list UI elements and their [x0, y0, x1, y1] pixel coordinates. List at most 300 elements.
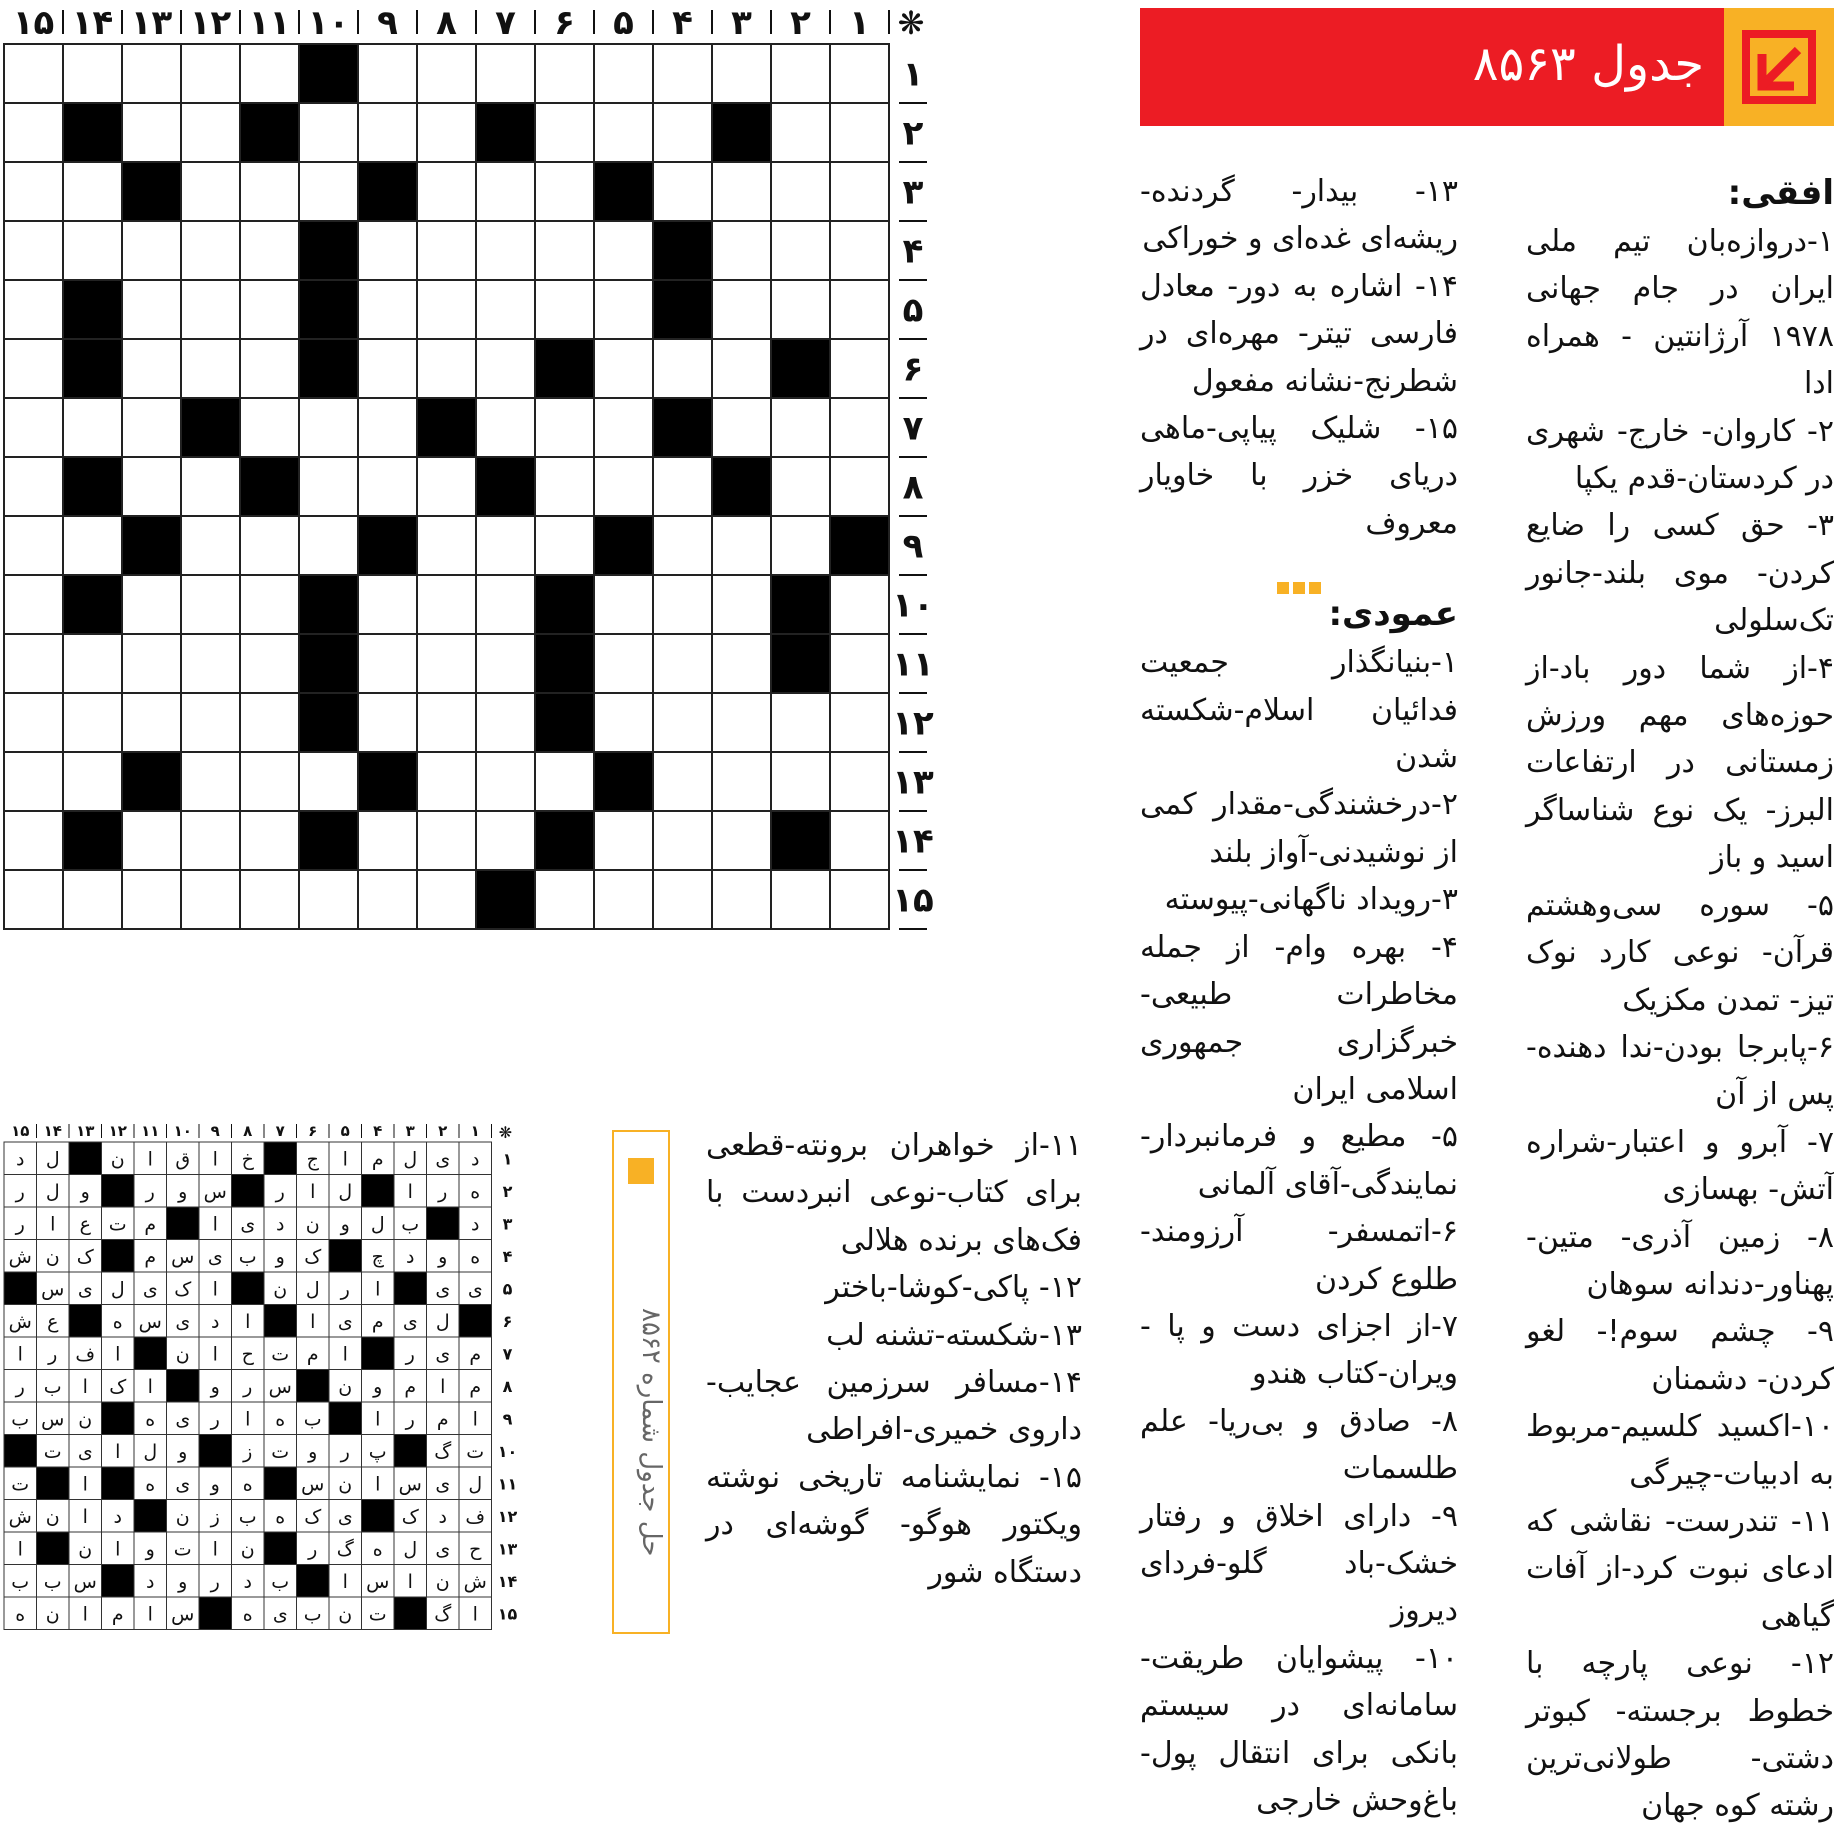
grid-cell-black [594, 516, 653, 575]
solution-letter: ز [243, 1440, 253, 1463]
grid-cell[interactable] [594, 44, 653, 103]
grid-cell[interactable] [4, 457, 63, 516]
grid-cell[interactable] [535, 457, 594, 516]
grid-cell[interactable] [535, 162, 594, 221]
grid-cell[interactable] [122, 103, 181, 162]
solution-letter: و [145, 1538, 155, 1561]
grid-cell[interactable] [417, 516, 476, 575]
grid-cell[interactable] [63, 221, 122, 280]
solution-letter: ا [82, 1603, 88, 1626]
grid-cell[interactable] [63, 162, 122, 221]
solution-letter: ش [8, 1505, 32, 1528]
grid-cell[interactable] [4, 103, 63, 162]
grid-cell[interactable] [417, 870, 476, 929]
grid-cell[interactable] [358, 280, 417, 339]
grid-cell[interactable] [358, 339, 417, 398]
grid-cell[interactable] [476, 752, 535, 811]
down-clue: ۶-اتمسفر- آرزومند- طلوع کردن [1140, 1214, 1458, 1297]
solution-col-number: ۹ [210, 1122, 220, 1140]
solution-letter: س [301, 1473, 325, 1496]
grid-cell[interactable] [417, 752, 476, 811]
solution-cell-black [102, 1240, 135, 1273]
solution-col-number: ۶ [308, 1122, 318, 1140]
grid-cell[interactable] [181, 634, 240, 693]
grid-cell-black [653, 398, 712, 457]
grid-cell[interactable] [771, 752, 830, 811]
solution-col-number: ۱۵ [11, 1122, 30, 1140]
grid-cell[interactable] [830, 398, 889, 457]
down-clue: ۸- صادق و بی‌ریا- علم طلسمات [1140, 1403, 1458, 1487]
grid-cell[interactable] [712, 221, 771, 280]
solution-cell-black [167, 1207, 200, 1240]
solution-letter: ح [469, 1538, 482, 1561]
grid-cell[interactable] [594, 398, 653, 457]
down-clue: ۷-از اجزای دست و پا - ویران-کتاب هندو [1140, 1308, 1458, 1392]
grid-cell[interactable] [240, 693, 299, 752]
grid-cell[interactable] [830, 752, 889, 811]
solution-letter: ر [340, 1440, 350, 1463]
grid-cell[interactable] [63, 870, 122, 929]
grid-cell[interactable] [830, 693, 889, 752]
grid-cell[interactable] [771, 516, 830, 575]
grid-cell-black [299, 693, 358, 752]
grid-cell[interactable] [653, 693, 712, 752]
grid-cell[interactable] [4, 811, 63, 870]
solution-letter: ل [45, 1180, 60, 1203]
grid-cell[interactable] [653, 339, 712, 398]
puzzle-title: جدول ۸۵۶۳ [1472, 36, 1704, 92]
grid-cell[interactable] [712, 44, 771, 103]
grid-cell[interactable] [240, 811, 299, 870]
corner-symbol: ❋ [897, 4, 925, 42]
grid-cell[interactable] [4, 339, 63, 398]
grid-cell[interactable] [476, 280, 535, 339]
grid-cell[interactable] [299, 162, 358, 221]
grid-cell[interactable] [594, 280, 653, 339]
solution-cell-black [102, 1565, 135, 1598]
grid-cell[interactable] [122, 44, 181, 103]
solution-letter: ا [17, 1538, 23, 1561]
grid-cell[interactable] [830, 870, 889, 929]
grid-cell[interactable] [4, 398, 63, 457]
grid-cell[interactable] [830, 103, 889, 162]
grid-cell[interactable] [712, 280, 771, 339]
grid-cell[interactable] [181, 339, 240, 398]
grid-cell[interactable] [240, 752, 299, 811]
grid-cell[interactable] [122, 221, 181, 280]
grid-cell[interactable] [653, 516, 712, 575]
grid-cell[interactable] [653, 575, 712, 634]
grid-cell[interactable] [4, 516, 63, 575]
grid-cell[interactable] [653, 870, 712, 929]
grid-cell[interactable] [417, 44, 476, 103]
solution-row-number: ۱۴ [497, 1571, 518, 1591]
solution-letter: ن [273, 1278, 288, 1301]
solution-col-number: ۱۰ [173, 1122, 192, 1140]
solution-letter: ک [174, 1278, 192, 1301]
grid-cell[interactable] [594, 575, 653, 634]
solution-cell-black [69, 1142, 102, 1175]
solution-letter: ا [245, 1408, 251, 1431]
solution-letter: ق [175, 1148, 191, 1171]
solution-row-number: ۵ [502, 1279, 513, 1299]
solution-row-number: ۲ [502, 1181, 513, 1201]
grid-cell[interactable] [122, 457, 181, 516]
grid-cell[interactable] [830, 634, 889, 693]
grid-cell[interactable] [771, 280, 830, 339]
down-clue: ۱-بنیانگذار جمعیت فدائیان اسلام-شکسته شدن [1140, 645, 1458, 776]
grid-cell-black [358, 516, 417, 575]
solution-letter: ه [372, 1538, 383, 1561]
grid-cell[interactable] [181, 457, 240, 516]
solution-row-number: ۱۰ [497, 1441, 518, 1461]
grid-cell[interactable] [653, 457, 712, 516]
grid-cell-black [712, 457, 771, 516]
solution-col-number: ۱۱ [141, 1122, 160, 1140]
grid-cell[interactable] [535, 44, 594, 103]
solution-letter: ا [472, 1603, 478, 1626]
solution-letter: د [211, 1310, 220, 1333]
solution-letter: ی [435, 1538, 451, 1561]
solution-letter: م [144, 1213, 157, 1236]
grid-cell[interactable] [358, 221, 417, 280]
grid-cell[interactable] [4, 221, 63, 280]
grid-cell[interactable] [712, 398, 771, 457]
grid-cell[interactable] [535, 103, 594, 162]
grid-cell[interactable] [417, 280, 476, 339]
grid-cell[interactable] [240, 575, 299, 634]
grid-cell[interactable] [4, 870, 63, 929]
grid-cell[interactable] [417, 457, 476, 516]
solution-cell-black [102, 1402, 135, 1435]
grid-cell[interactable] [771, 44, 830, 103]
grid-cell[interactable] [712, 811, 771, 870]
solution-letter: م [371, 1310, 384, 1333]
solution-letter: ا [212, 1538, 218, 1561]
solution-letter: ل [338, 1180, 353, 1203]
down-clue: ۱۵- نمایشنامه تاریخی نوشته ویکتور هوگو- گوشه‌ای در دستگاه شور [706, 1459, 1082, 1590]
grid-cell[interactable] [712, 870, 771, 929]
grid-cell[interactable] [181, 103, 240, 162]
grid-cell[interactable] [653, 634, 712, 693]
grid-cell[interactable] [122, 693, 181, 752]
grid-cell[interactable] [594, 221, 653, 280]
grid-cell[interactable] [771, 870, 830, 929]
grid-cell[interactable] [830, 162, 889, 221]
row-number: ۱ [902, 54, 924, 95]
grid-cell[interactable] [476, 162, 535, 221]
across-clue: ۵- سوره سی‌وهشتم قرآن- نوعی کارد نوک تیز- تمدن مکزیک [1526, 887, 1834, 1018]
grid-cell[interactable] [181, 280, 240, 339]
grid-cell[interactable] [181, 870, 240, 929]
grid-cell[interactable] [4, 752, 63, 811]
grid-cell[interactable] [63, 44, 122, 103]
grid-cell[interactable] [417, 575, 476, 634]
grid-cell[interactable] [4, 634, 63, 693]
grid-cell[interactable] [417, 162, 476, 221]
grid-cell[interactable] [63, 693, 122, 752]
grid-cell[interactable] [771, 221, 830, 280]
solution-letter: م [111, 1603, 124, 1626]
grid-cell[interactable] [594, 870, 653, 929]
grid-cell[interactable] [240, 44, 299, 103]
grid-cell[interactable] [181, 575, 240, 634]
grid-cell[interactable] [712, 634, 771, 693]
grid-cell[interactable] [122, 811, 181, 870]
row-number: ۱۳ [892, 762, 934, 803]
grid-cell[interactable] [4, 575, 63, 634]
grid-cell[interactable] [830, 221, 889, 280]
solution-cell-black [199, 1435, 232, 1468]
grid-cell[interactable] [712, 752, 771, 811]
grid-cell[interactable] [712, 339, 771, 398]
grid-cell[interactable] [63, 752, 122, 811]
solution-letter: ا [342, 1570, 348, 1593]
grid-cell[interactable] [240, 634, 299, 693]
grid-cell[interactable] [4, 162, 63, 221]
grid-cell-black [122, 516, 181, 575]
grid-cell[interactable] [417, 634, 476, 693]
solution-letter: ر [15, 1180, 25, 1203]
solution-letter: ر [15, 1375, 25, 1398]
grid-cell[interactable] [417, 103, 476, 162]
row-number: ۹ [902, 526, 924, 567]
solution-letter: ا [147, 1148, 153, 1171]
solution-letter: ت [108, 1213, 127, 1236]
grid-cell[interactable] [181, 752, 240, 811]
grid-cell[interactable] [122, 575, 181, 634]
grid-cell[interactable] [299, 398, 358, 457]
grid-cell[interactable] [358, 634, 417, 693]
solution-letter: ر [15, 1213, 25, 1236]
grid-cell[interactable] [712, 162, 771, 221]
solution-letter: ا [407, 1180, 413, 1203]
down-clue: ۹- دارای اخلاق و رفتار خشک-باد گلو-فردای دیروز [1140, 1498, 1458, 1629]
solution-letter: ر [340, 1278, 350, 1301]
grid-cell-black [299, 280, 358, 339]
grid-cell[interactable] [535, 752, 594, 811]
grid-cell[interactable] [535, 280, 594, 339]
solution-letter: ب [303, 1603, 322, 1626]
solution-letter: ی [77, 1278, 93, 1301]
grid-cell-black [771, 575, 830, 634]
grid-cell[interactable] [181, 516, 240, 575]
grid-cell-black [63, 575, 122, 634]
grid-cell[interactable] [417, 693, 476, 752]
solution-letter: پ [368, 1440, 387, 1463]
solution-letter: ی [435, 1148, 451, 1171]
grid-cell[interactable] [653, 811, 712, 870]
solution-letter: ج [306, 1148, 319, 1171]
solution-letter: ه [242, 1473, 253, 1496]
grid-cell[interactable] [299, 870, 358, 929]
grid-cell[interactable] [4, 693, 63, 752]
grid-cell[interactable] [181, 693, 240, 752]
grid-cell[interactable] [476, 516, 535, 575]
grid-cell[interactable] [358, 457, 417, 516]
grid-cell[interactable] [240, 162, 299, 221]
across-clue: ۳- حق کسی را ضایع کردن- موی بلند-جانور تک‌سلولی [1526, 508, 1834, 639]
grid-cell[interactable] [358, 870, 417, 929]
grid-cell[interactable] [535, 516, 594, 575]
grid-cell[interactable] [594, 339, 653, 398]
grid-cell[interactable] [240, 280, 299, 339]
across-clue: ۸- زمین آذری- متین- پهناور-دندانه سوهان [1526, 1219, 1834, 1302]
grid-cell-black [535, 811, 594, 870]
grid-cell[interactable] [122, 339, 181, 398]
grid-cell[interactable] [181, 811, 240, 870]
grid-cell[interactable] [240, 516, 299, 575]
solution-cell-black [297, 1370, 330, 1403]
solution-letter: ی [337, 1310, 353, 1333]
solution-cell-black [297, 1565, 330, 1598]
grid-cell[interactable] [653, 162, 712, 221]
solution-cell-black [459, 1305, 492, 1338]
solution-letter: ی [435, 1473, 451, 1496]
solution-cell-black [199, 1597, 232, 1630]
grid-cell[interactable] [417, 339, 476, 398]
grid-cell[interactable] [712, 575, 771, 634]
solution-grid [0, 1120, 580, 1640]
grid-cell-black [299, 339, 358, 398]
grid-cell[interactable] [358, 398, 417, 457]
grid-cell[interactable] [771, 693, 830, 752]
grid-cell[interactable] [476, 693, 535, 752]
grid-cell[interactable] [830, 339, 889, 398]
grid-cell[interactable] [830, 457, 889, 516]
grid-cell[interactable] [771, 398, 830, 457]
grid-cell[interactable] [358, 811, 417, 870]
solution-letter: ز [210, 1505, 220, 1528]
grid-cell[interactable] [417, 811, 476, 870]
solution-letter: ی [207, 1245, 223, 1268]
solution-letter: ن [45, 1603, 60, 1626]
solution-cell-black [102, 1175, 135, 1208]
grid-cell[interactable] [712, 693, 771, 752]
grid-cell[interactable] [535, 870, 594, 929]
across-clue: ۱-دروازه‌بان تیم ملی ایران در جام جهانی ۱۹۷۸ آرژانتین - همراه ادا [1526, 224, 1834, 402]
grid-cell[interactable] [771, 162, 830, 221]
grid-cell[interactable] [653, 103, 712, 162]
grid-cell[interactable] [417, 221, 476, 280]
solution-letter: ه [275, 1505, 286, 1528]
grid-cell[interactable] [63, 398, 122, 457]
solution-letter: ر [405, 1343, 415, 1366]
grid-cell[interactable] [476, 44, 535, 103]
grid-cell[interactable] [299, 457, 358, 516]
grid-cell[interactable] [4, 44, 63, 103]
solution-letter: ا [147, 1603, 153, 1626]
grid-cell[interactable] [653, 44, 712, 103]
grid-cell[interactable] [240, 398, 299, 457]
grid-cell[interactable] [830, 280, 889, 339]
grid-cell-black [476, 457, 535, 516]
solution-row-number: ۱ [502, 1149, 513, 1169]
grid-cell[interactable] [63, 634, 122, 693]
grid-cell[interactable] [594, 693, 653, 752]
grid-cell[interactable] [299, 103, 358, 162]
grid-cell[interactable] [830, 44, 889, 103]
solution-cell-black [394, 1597, 427, 1630]
grid-cell[interactable] [830, 811, 889, 870]
solution-cell-black [4, 1272, 37, 1305]
grid-cell[interactable] [476, 811, 535, 870]
grid-cell[interactable] [594, 634, 653, 693]
grid-cell[interactable] [771, 103, 830, 162]
grid-cell[interactable] [476, 634, 535, 693]
solution-cell-black [329, 1240, 362, 1273]
solution-letter: گ [434, 1603, 452, 1626]
grid-cell[interactable] [830, 575, 889, 634]
grid-cell[interactable] [358, 44, 417, 103]
grid-cell-black [476, 870, 535, 929]
grid-cell[interactable] [181, 162, 240, 221]
solution-cell-black [362, 1337, 395, 1370]
solution-letter: ل [143, 1440, 158, 1463]
grid-cell[interactable] [63, 516, 122, 575]
solution-col-number: ۲ [438, 1122, 448, 1140]
grid-cell[interactable] [594, 457, 653, 516]
grid-cell[interactable] [358, 693, 417, 752]
solution-letter: د [406, 1245, 415, 1268]
down-clue: ۵- مطیع و فرمانبردار- نمایندگی-آقای آلمانی [1140, 1119, 1458, 1202]
grid-cell[interactable] [240, 221, 299, 280]
grid-cell-black [830, 516, 889, 575]
solution-letter: س [171, 1603, 195, 1626]
grid-cell-black [63, 339, 122, 398]
row-number: ۱۱ [892, 644, 934, 685]
grid-cell[interactable] [358, 103, 417, 162]
grid-cell[interactable] [535, 398, 594, 457]
grid-cell[interactable] [594, 103, 653, 162]
grid-cell[interactable] [653, 752, 712, 811]
grid-cell[interactable] [299, 752, 358, 811]
grid-cell-black [771, 634, 830, 693]
grid-cell[interactable] [240, 339, 299, 398]
row-number: ۳ [902, 172, 924, 213]
grid-cell[interactable] [240, 870, 299, 929]
solution-letter: ر [48, 1343, 58, 1366]
grid-cell[interactable] [476, 339, 535, 398]
grid-cell[interactable] [299, 516, 358, 575]
solution-letter: ح [241, 1343, 254, 1366]
grid-cell[interactable] [122, 634, 181, 693]
solution-letter: س [268, 1375, 292, 1398]
grid-cell[interactable] [358, 575, 417, 634]
grid-cell[interactable] [476, 575, 535, 634]
grid-cell[interactable] [771, 457, 830, 516]
solution-letter: ی [142, 1278, 158, 1301]
grid-cell[interactable] [535, 221, 594, 280]
grid-cell[interactable] [181, 221, 240, 280]
grid-cell[interactable] [122, 398, 181, 457]
grid-cell[interactable] [181, 44, 240, 103]
solution-letter: ل [468, 1473, 483, 1496]
grid-cell[interactable] [476, 398, 535, 457]
grid-cell[interactable] [4, 280, 63, 339]
solution-letter: ی [402, 1310, 418, 1333]
solution-letter: ل [45, 1148, 60, 1171]
grid-cell[interactable] [712, 516, 771, 575]
grid-cell[interactable] [122, 870, 181, 929]
solution-letter: ت [466, 1440, 485, 1463]
col-number: ۱۰ [307, 3, 350, 43]
grid-cell[interactable] [476, 221, 535, 280]
row-number: ۱۲ [892, 703, 934, 744]
grid-cell[interactable] [594, 811, 653, 870]
grid-cell[interactable] [122, 280, 181, 339]
solution-letter: ل [403, 1148, 418, 1171]
